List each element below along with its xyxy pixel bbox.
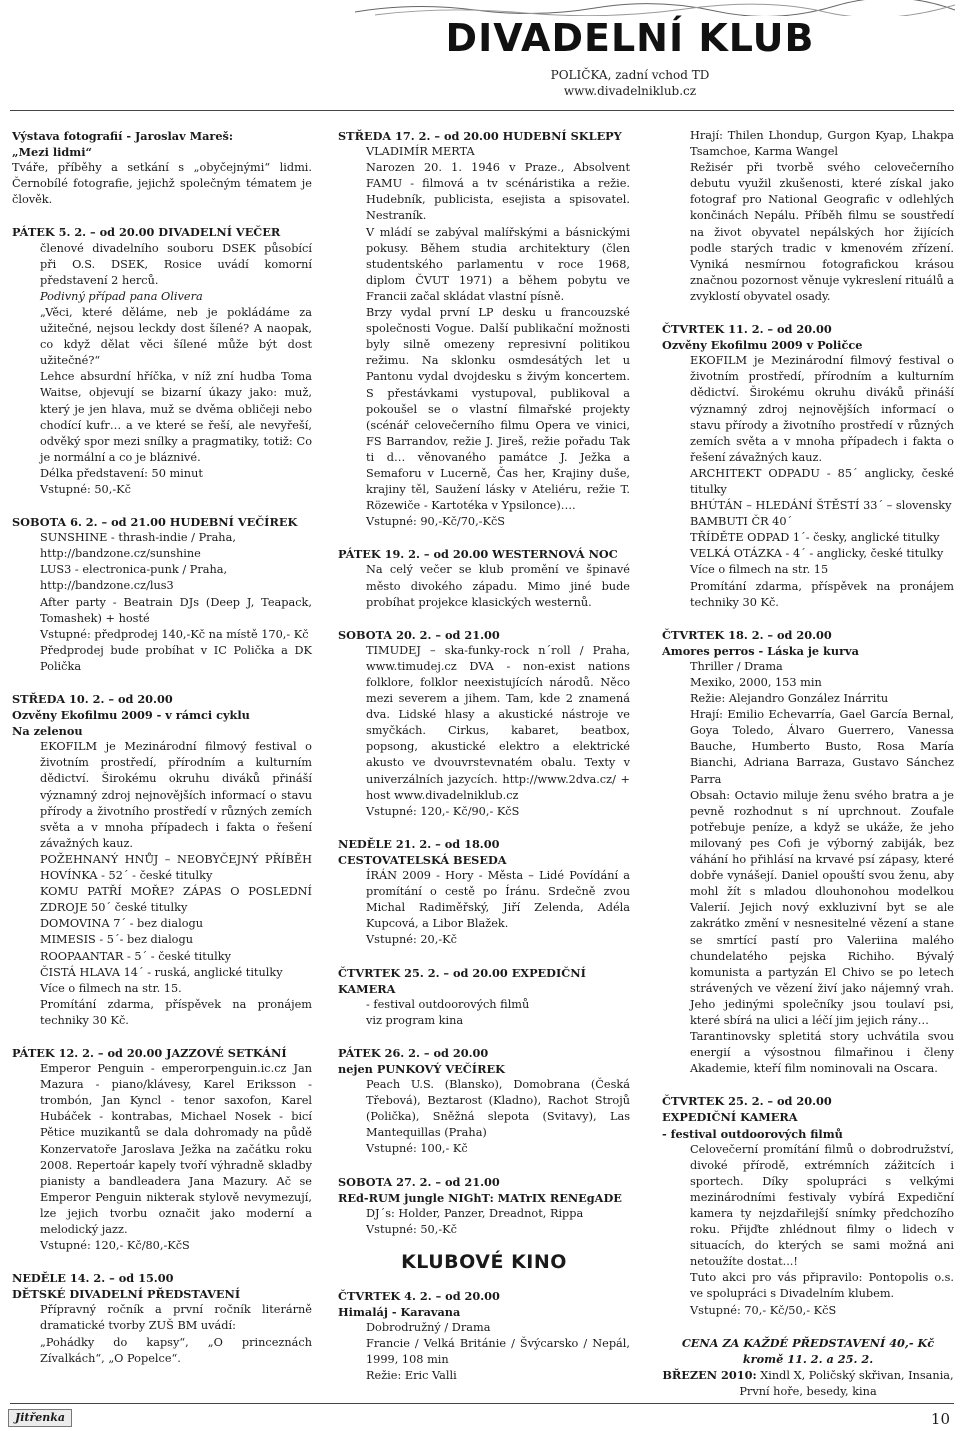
event-heading: NEDĚLE 21. 2. – od 18.00 [338, 836, 500, 851]
event-jazz [12, 1045, 312, 1254]
section-title-club-cinema: KLUBOVÉ KINO [401, 1250, 567, 1273]
film-item: KOMU PATŘÍ MOŘE? ZÁPAS O POSLEDNÍ ZDROJE 50´ české titulky [40, 885, 312, 915]
march-text: Xindl X, Poličský skřivan, Insania, První hoře, besedy, kina [739, 1368, 954, 1398]
event-cinema-himalaya [338, 1288, 630, 1385]
film-title: Himaláj - Karavana [338, 1305, 461, 1320]
publication-logo: Jitřenka [8, 1409, 72, 1427]
event-price: Promítání zdarma, příspěvek na pronájem techniky 30 Kč. [40, 997, 312, 1027]
event-jungle-night [338, 1174, 630, 1238]
event-heading: Výstava fotografií - Jaroslav Mareš: [12, 129, 234, 143]
event-text: Přípravný ročník a první ročník literárně dramatické tvorby ZUŠ BM uvádí: [40, 1303, 312, 1333]
film-genre: Dobrodružný / Drama [366, 1321, 491, 1335]
event-subheading: DĚTSKÉ DIVADELNÍ PŘEDSTAVENÍ [12, 1287, 241, 1302]
event-heading: ČTVRTEK 4. 2. – od 20.00 [338, 1289, 500, 1303]
event-saturday-concert [338, 627, 630, 820]
event-text: Peach U.S. (Blansko), Domobrana (Česká Třebová), Beztarost (Kladno), Rachot Strojů (Polička), Sněžná slepota (Svitavy), Las Mantequillas (Praha) [366, 1078, 630, 1140]
film-item: POŽEHNANÝ HNŮJ – NEOBYČEJNÝ PŘÍBĚH HOVÍNKA - 52´ - české titulky [40, 852, 312, 883]
event-ekofilm-wednesday [12, 691, 312, 1029]
film-item: BHÚTÁN – HLEDÁNÍ ŠTĚSTÍ 33´ – slovensky [690, 499, 952, 513]
event-subheading: Ozvěny Ekofilmu 2009 - v rámci cyklu [12, 708, 250, 723]
event-music-cellar [338, 128, 630, 530]
event-price: Vstupné: 70,- Kč/50,- KčS [690, 1303, 837, 1317]
event-heading: NEDĚLE 14. 2. – od 15.00 [12, 1271, 174, 1286]
event-price: Vstupné: 100,- Kč [366, 1142, 468, 1156]
film-synopsis: Obsah: Octavio miluje ženu svého bratra a je pevně rozhodnut s ní uprchnout. Zoufale potřebuje peníze, a když se ukáže, že jeho milovaný pes Cofi je výborný zabiják, bez váhání ho přihlásí na krvavé psí zápasy, které dobře vynášejí. Daniel opouští svou ženu, aby mohl žít s mladou dlouhonohou modelkou Valerií. Jejich nový exkluzivní byt se ale zakrátko změní v nesnesitelné vězení a stane se smrtící pastí pro Valeriina malého chundelatého pejska Richiho. Bývalý komunista a partyzán El Chivo se po letech strávených ve vězení živí jako nájemný vrah. Jeho jedinými společníky jsou toulaví psi, které sbírá na ulici a léčí jim jejich rány… [690, 788, 954, 1027]
film-director: Režie: Eric Valli [366, 1369, 457, 1383]
event-text: ÍRÁN 2009 - Hory - Města – Lidé Povídání a promítání o cestě po Íránu. Srdečně zvou Michal Radiměřský, Jiří Zelenda, Adéla Kupcová, a Libor Blažek. [366, 869, 630, 931]
event-text: V mládí se zabýval malířskými a básnickými pokusy. Během studia architektury (člen studentského parlamentu v roce 1968, diplom ČVUT 1971) a během pobytu ve Francii začal skládat vlastní písně. [366, 225, 630, 303]
event-heading: SOBOTA 20. 2. – od 21.00 [338, 627, 500, 642]
film-item: TŘÍDĚTE ODPAD 1´- česky, anglické titulky [690, 531, 940, 545]
presale-info: Předprodej bude probíhat v IC Polička a DK Polička [40, 643, 312, 673]
film-origin: Mexiko, 2000, 153 min [690, 676, 822, 689]
event-theatre-evening [12, 224, 312, 498]
event-text: EKOFILM je Mezinárodní filmový festival o životním prostředí, přírodním a kulturním dědictví. Širokému okruhu diváků přináší významný zdroj nejnovějších informací o stavu přírody a životního prostředí v různých zemích světa a v mnoha případech i fakta o řešení závažných kauz. [40, 740, 312, 850]
event-price: Vstupné: 90,-Kč/70,-KčS [366, 515, 506, 529]
venue-website-link[interactable]: www.divadelniklub.cz [563, 84, 697, 98]
event-cinema-amores-perros [662, 627, 954, 1078]
event-text: Emperor Penguin - emperorpenguin.ic.cz Jan Mazura - piano/klávesy, Karel Eriksson - trombón, Jan Kyncl - tenor saxofon, Karel Hubáček - kontrabas, Michael Nosek - bicí Pětice muzikantů se dala dohromady na půdě Konzervatoře Jaroslava Ježka na začátku roku 2008. Repertoár kapely tvoří výhradně skladby pianisty a bandleadera Jana Mazury. Ač se Emperor Penguin nikterak stylově nevymezují, lze jejich tvorbu označit jako moderní a melodický jazz. [40, 1062, 312, 1236]
film-more-info: Více o filmech na str. 15. [40, 981, 182, 995]
band-link[interactable]: http://bandzone.cz/sunshine [40, 547, 201, 561]
event-text: Brzy vydal první LP desku u francouzské společnosti Vogue. Další publikační možnosti byly silně omezeny represivní politikou režimu. Na sklonku osmdesátých let u Pantonu vydal dvojdesku s živým koncertem. S přestávkami vystupoval, publikoval a pokoušel se o vlastní filmařské projekty (scénář celovečerního filmu Opera ve vinici, FS Barrandov, režie J. Jireš, režie pořadu Tak ti d… věnovaného památce J. Ježka a Semaforu v Lucerně, Čas her, Krajiny duše, krajiny těl, Saužení lásky v Ateliéru, režie T. Rözewiče - Kartotéka v Ypsilonce)…. [366, 306, 630, 513]
performer-name: VLADIMÍR MERTA [366, 145, 475, 159]
event-heading: PÁTEK 5. 2. – od 20.00 DIVADELNÍ VEČER [12, 225, 281, 240]
event-text: Tváře, příběhy a setkání s „obyčejnými“ lidmi. Černobílé fotografie, jejichž společným tématem je člověk. [12, 161, 312, 207]
event-photo-exhibition [12, 128, 312, 208]
event-text: EKOFILM je Mezinárodní filmový festival o životním prostředí, přírodním a kulturním dědictví. Širokému okruhu diváků přináší významný zdroj nejnovějších informací o stavu přírody a životního prostředí v různých zemích světa a v mnoha případech i fakta o řešení závažných kauz. [690, 354, 954, 464]
event-text: viz program kina [366, 1013, 464, 1027]
event-subheading: EXPEDIČNÍ KAMERA [662, 1110, 798, 1125]
event-price: Vstupné: 120,- Kč/80,-KčS [40, 1239, 190, 1253]
event-heading: ČTVRTEK 11. 2. – od 20.00 [662, 322, 832, 337]
event-heading: ČTVRTEK 25. 2. – od 20.00 EXPEDIČNÍ KAMERA [338, 965, 586, 996]
play-duration: Délka představení: 50 minut [40, 466, 203, 480]
event-subheading: REd-RUM jungle NIGhT: MATrIX RENEgADE [338, 1190, 622, 1205]
film-item: VELKÁ OTÁZKA - 4´ - anglicky, české titulky [690, 547, 944, 561]
event-subheading: nejen PUNKOVÝ VEČÍREK [338, 1061, 505, 1076]
event-price: Vstupné: 120,- Kč/90,- KčS [366, 804, 520, 818]
column-left [12, 128, 312, 1383]
event-text: TIMUDEJ – ska-funky-rock n´roll / Praha, www.timudej.cz DVA - non-exist nations folklore, folklor neexistujících národů. Něco mezi severem a jihem. Tam, kde 2 znamená dva. Lidské hlasy a akustické nástroje ve smyčkách. Cirkus, kabaret, beatbox, popsong, akustické elektro a elektrické akusto ve dvouvrstevnatém obalu. Texty v univerzálních jazycích. http://www.2dva.cz/ + host www.divadelniklub.cz [366, 643, 630, 802]
footer-divider [10, 1403, 954, 1404]
event-text: Celovečerní promítání filmů o dobrodružství, divoké přírodě, extrémních zážitcích i sportech. Díky spolupráci s velkými mezinárodními festivaly vybírá Expediční kamera ty nejzdařilejší snímky předchozího roku. Přijďte zhlédnout filmy o lidech v situacích, do kterých se sami možná ani netoužíte dostat...! [690, 1142, 954, 1269]
event-heading: ČTVRTEK 25. 2. – od 20.00 [662, 1094, 832, 1109]
event-price: Vstupné: předprodej 140,-Kč na místě 170,- Kč [40, 627, 309, 641]
header-divider [10, 110, 954, 111]
event-cinema-himalaya-cont [662, 128, 954, 305]
event-price: Vstupné: 20,-Kč [366, 933, 457, 947]
film-item: BAMBUTI ČR 40´ [690, 515, 793, 529]
band-link[interactable]: http://bandzone.cz/lus3 [40, 579, 174, 593]
event-title: „Mezi lidmi“ [12, 145, 93, 160]
page-title: DIVADELNÍ KLUB [445, 16, 815, 60]
event-children-theatre [12, 1270, 312, 1367]
event-price: Vstupné: 50,-Kč [366, 1222, 457, 1236]
event-ekofilm-thursday [662, 321, 954, 611]
film-more-info: Více o filmech na str. 15 [690, 563, 829, 577]
event-price: Promítání zdarma, příspěvek na pronájem techniky 30 Kč. [690, 579, 954, 609]
event-subheading: CESTOVATELSKÁ BESEDA [338, 852, 507, 867]
column-right [662, 128, 954, 1400]
play-description: Lehce absurdní hříčka, v níž zní hudba Toma Waitse, objevují se bizarní úkazy jako: muž, který je jen hlava, muž se dvěma obličeji nebo chodící kufr… a ve které se řeší, ale nevyřeší, odvěký spor mezi snílky a pragmatiky, totiž: Co je normální a co je bláznivé. [40, 370, 312, 464]
header-ornament [355, 0, 955, 16]
lineup-line: SUNSHINE - thrash-indie / Praha, [40, 531, 236, 545]
film-item: DOMOVINA 7´ - bez dialogu [40, 917, 203, 931]
event-text: DJ´s: Holder, Panzer, Dreadnot, Rippa [366, 1206, 584, 1220]
march-label: BŘEZEN 2010: [662, 1367, 757, 1382]
event-heading: STŘEDA 10. 2. – od 20.00 [12, 692, 173, 706]
film-item: ČISTÁ HLAVA 14´ - ruská, anglické titulky [40, 965, 283, 979]
event-punk-party [338, 1045, 630, 1158]
event-music-party [12, 514, 312, 675]
film-item: MIMESIS - 5´- bez dialogu [40, 933, 193, 947]
event-subheading: Ozvěny Ekofilmu 2009 v Poličce [662, 338, 863, 353]
event-heading: SOBOTA 27. 2. – od 21.00 [338, 1174, 500, 1189]
event-text: - festival outdoorových filmů [366, 997, 530, 1011]
film-cast: Hrají: Emilio Echevarría, Gael García Bernal, Goya Toledo, Álvaro Guerrero, Vanessa Bauche, Humberto Busto, Rosa María Bianchi, Adriana Barraza, Gustavo Sánchez Parra [690, 708, 954, 786]
play-quote: „Věci, které děláme, neb je pokládáme za užitečné, nejsou leckdy dost šílené? A naopak, co když dělat věci šílené může být dost užitečné?“ [40, 305, 312, 368]
film-genre: Thriller / Drama [690, 659, 783, 673]
event-heading: SOBOTA 6. 2. – od 21.00 HUDEBNÍ VEČÍREK [12, 515, 298, 530]
film-director: Režie: Alejandro González Inárritu [690, 692, 889, 706]
column-middle [338, 128, 630, 1401]
event-text: Narozen 20. 1. 1946 v Praze., Absolvent FAMU - filmová a tv scénáristika a režie. Hudebník, publicista, esejista a spisovatel. Nestraník. [366, 161, 630, 223]
event-organizer: Tuto akci pro vás připravilo: Pontopolis o.s. ve spolupráci s Divadelním klubem. [690, 1271, 954, 1301]
event-heading: STŘEDA 17. 2. – od 20.00 HUDEBNÍ SKLEPY [338, 129, 622, 143]
event-expedition-camera-ref [338, 965, 630, 1029]
price-note-exception: kromě 11. 2. a 25. 2. [742, 1351, 874, 1366]
event-text: členové divadelního souboru DSEK působící při O.S. DSEK, Rosice uvádí komorní představení 2 herců. [40, 241, 312, 287]
march-preview [662, 1367, 954, 1400]
event-text: Na celý večer se klub promění ve špinavé město divokého západu. Mimo jiné bude probíhat projekce klasických westernů. [366, 563, 630, 609]
venue-address: POLIČKA, zadní vchod TD [550, 68, 710, 82]
event-travel-talk [338, 836, 630, 949]
event-western-night [338, 546, 630, 610]
film-item: ARCHITEKT ODPADU - 85´ anglicky, české titulky [690, 466, 954, 496]
price-note: CENA ZA KAŽDÉ PŘEDSTAVENÍ 40,- Kč [681, 1335, 935, 1350]
lineup-line: After party - Beatrain DJs (Deep J, Teapack, Tomashek) + hosté [40, 595, 312, 625]
film-title: Amores perros - Láska je kurva [662, 643, 859, 658]
play-titles: „Pohádky do kapsy“, „O princeznách Zívalkách“, „O Popelce“. [40, 1335, 312, 1365]
event-heading: PÁTEK 12. 2. – od 20.00 JAZZOVÉ SETKÁNÍ [12, 1045, 287, 1060]
page-number: 10 [930, 1410, 950, 1428]
event-subheading: Na zelenou [12, 724, 83, 739]
event-heading: ČTVRTEK 18. 2. – od 20.00 [662, 627, 832, 642]
film-origin: Francie / Velká Británie / Švýcarsko / Nepál, 1999, 108 min [366, 1337, 630, 1367]
event-heading: PÁTEK 26. 2. – od 20.00 [338, 1045, 489, 1060]
play-title: Podivný případ pana Olivera [40, 289, 203, 303]
event-heading: PÁTEK 19. 2. – od 20.00 WESTERNOVÁ NOC [338, 547, 618, 562]
event-subheading: - festival outdoorových filmů [662, 1126, 843, 1141]
event-expedition-camera [662, 1093, 954, 1318]
event-price: Vstupné: 50,-Kč [40, 482, 131, 496]
film-item: ROOPAANTAR - 5´ - české titulky [40, 949, 231, 963]
film-cast: Hrají: Thilen Lhondup, Gurgon Kyap, Lhakpa Tsamchoe, Karma Wangel [690, 129, 954, 159]
film-review: Tarantinovsky spletitá story uchvátila svou energií a výsostnou filmařinou i členy Akademie, kteří film nominovali na Oscara. [690, 1030, 954, 1076]
film-synopsis: Režisér při tvorbě svého celovečerního debutu využil zkušenosti, které získal jako fotograf pro National Geografic v odlehlých končinách Nepálu. Příběh filmu se soustředí na život obyvatel nepálských hor žijících podle starých tradic v kmenovém zřízení. Vyniká nesmírnou fotografickou krásou značnou pozornost věnuje vykreslení rituálů a zvyklostí obyvatel osady. [690, 161, 954, 303]
lineup-line: LUS3 - electronica-punk / Praha, [40, 563, 228, 577]
